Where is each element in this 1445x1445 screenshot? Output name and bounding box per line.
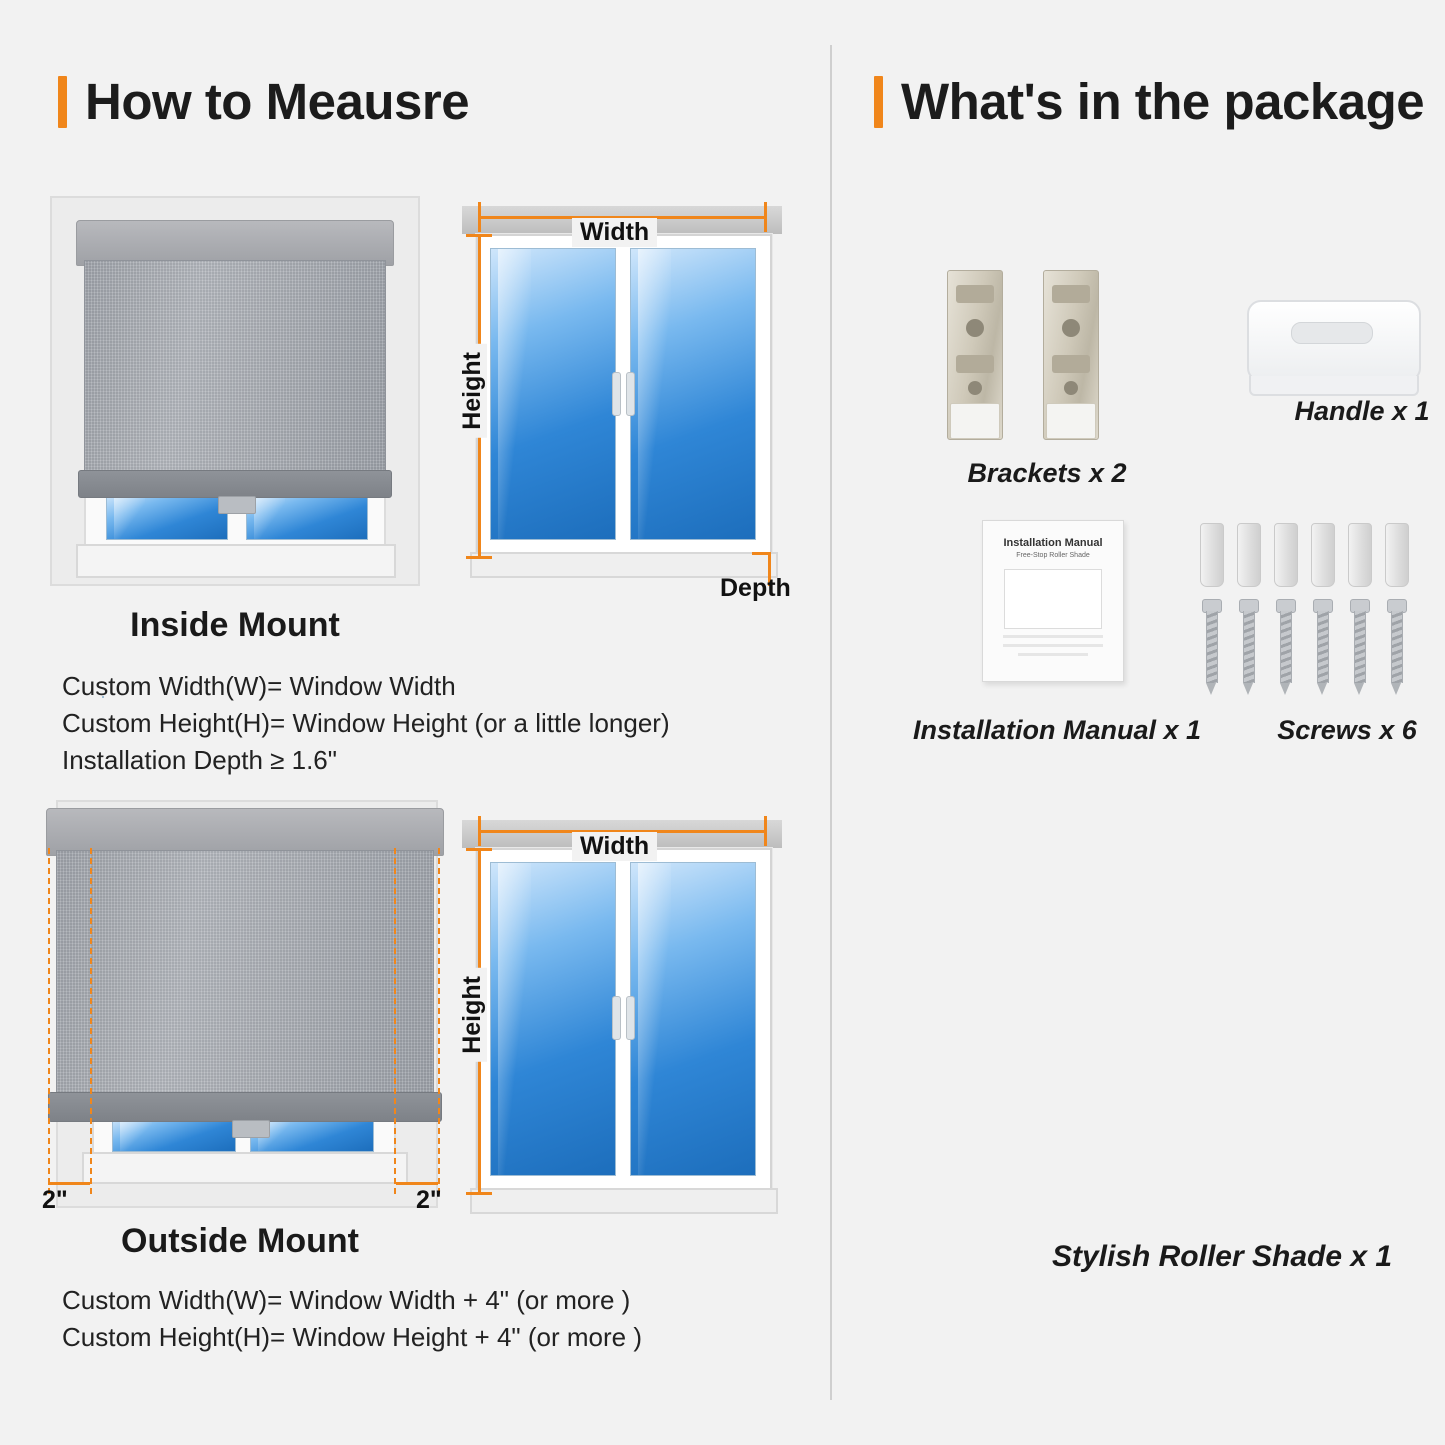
outside-mount-measure-diagram <box>452 810 792 1210</box>
inside-mount-text-block <box>62 668 782 779</box>
overhang-label-right: 2" <box>416 1186 442 1214</box>
inside-mount-measure-diagram <box>452 196 792 602</box>
heading-accent-bar <box>58 76 67 128</box>
screw-icon <box>1276 599 1294 695</box>
outside-mount-line-2: Custom Height(H)= Window Height + 4" (or more ) <box>62 1321 642 1352</box>
wall-anchor-icon <box>1200 523 1224 587</box>
installation-manual-icon <box>982 520 1124 682</box>
inside-mount-shade-illustration <box>50 196 420 586</box>
package-item-handle <box>1207 290 1445 410</box>
handle-icon <box>1247 300 1421 382</box>
measure-label-depth: Depth <box>720 574 791 602</box>
measure-label-height: Height <box>458 344 487 438</box>
wall-anchor-icon <box>1385 523 1409 587</box>
outside-mount-shade-illustration <box>34 800 444 1214</box>
screws-caption: Screws x 6 <box>1277 715 1417 745</box>
screw-icon <box>1350 599 1368 695</box>
overhang-label-left: 2" <box>42 1186 68 1214</box>
bracket-icon <box>947 270 1003 440</box>
outside-mount-caption: Outside Mount <box>121 1222 359 1260</box>
manual-cover-subtitle: Free-Stop Roller Shade <box>1016 552 1090 559</box>
wall-anchor-icon <box>1237 523 1261 587</box>
heading-accent-bar <box>874 76 883 128</box>
package-item-screws <box>1192 515 1445 715</box>
manual-cover-title: Installation Manual <box>1003 537 1103 549</box>
screw-icon <box>1202 599 1220 695</box>
inside-mount-caption: Inside Mount <box>130 606 340 644</box>
measure-label-width: Width <box>572 218 657 247</box>
package-item-manual <box>932 520 1232 700</box>
right-column <box>832 0 1445 1445</box>
outside-mount-text-block <box>62 1282 802 1356</box>
bracket-icon <box>1043 270 1099 440</box>
measure-label-width-outside: Width <box>572 832 657 861</box>
screw-icon <box>1239 599 1257 695</box>
wall-anchor-icon <box>1348 523 1372 587</box>
package-item-brackets <box>917 250 1177 480</box>
inside-mount-line-3: Installation Depth ≥ 1.6" <box>62 744 337 775</box>
wall-anchor-icon <box>1274 523 1298 587</box>
measure-label-height-outside: Height <box>458 968 487 1062</box>
inside-mount-line-2: Custom Height(H)= Window Height (or a little longer) <box>62 707 670 738</box>
handle-caption: Handle x 1 <box>1294 396 1430 426</box>
heading-text: What's in the package <box>901 73 1425 130</box>
heading-text: How to Meausre <box>85 73 470 130</box>
manual-caption: Installation Manual x 1 <box>912 715 1202 745</box>
outside-mount-line-1: Custom Width(W)= Window Width + 4" (or more ) <box>62 1285 631 1315</box>
section-heading-package <box>874 72 1424 131</box>
brackets-caption: Brackets x 2 <box>967 458 1127 488</box>
wall-anchor-icon <box>1311 523 1335 587</box>
inside-mount-line-1: Custom Width(W)= Window Width <box>62 671 456 701</box>
screw-icon <box>1387 599 1405 695</box>
section-heading-how-to-measure <box>58 72 469 131</box>
screw-icon <box>1313 599 1331 695</box>
roller-shade-caption: Stylish Roller Shade x 1 <box>1051 1240 1393 1273</box>
